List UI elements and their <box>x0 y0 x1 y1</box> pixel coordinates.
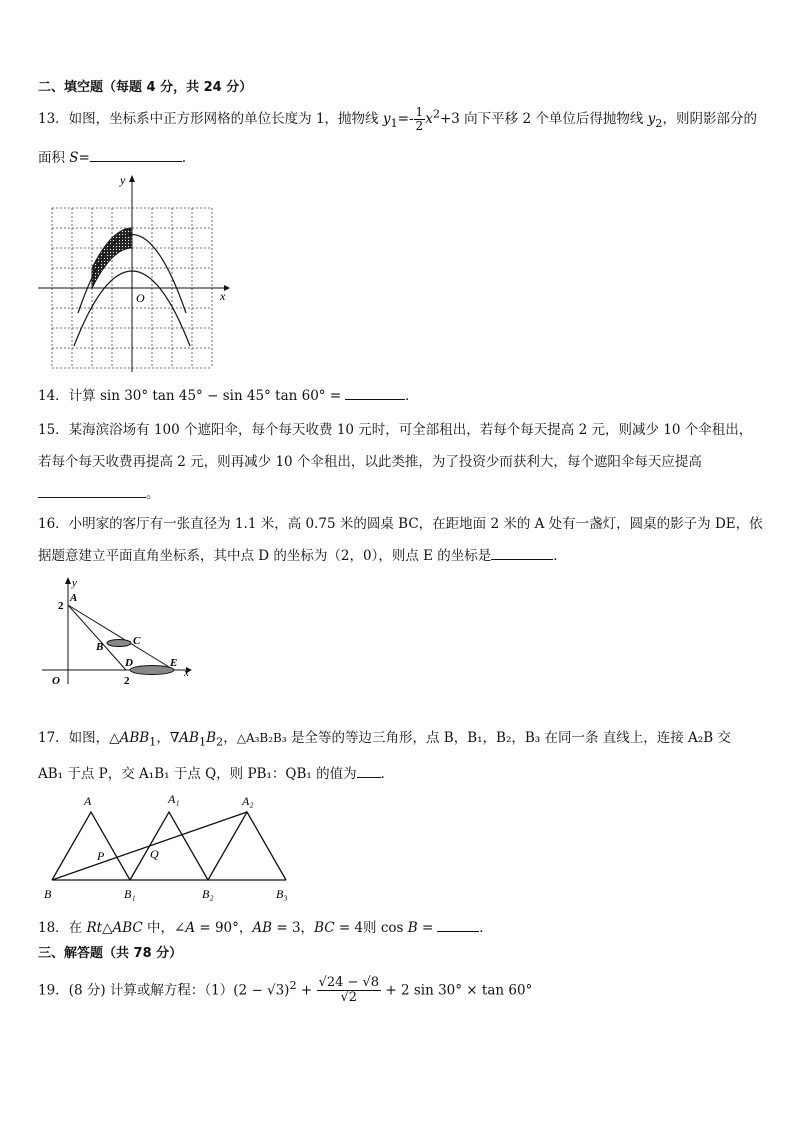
fig-y-label: y <box>72 577 77 589</box>
q17-triangle-2-sub-2: 2 <box>216 735 224 749</box>
q18-answer-blank <box>437 931 479 932</box>
q13-text-a: 13．如图，坐标系中正方形网格的单位长度为 1，抛物线 <box>38 111 383 128</box>
q13-area-label: 面积 <box>38 150 70 166</box>
q18-eq-1: = 90°， <box>195 920 253 936</box>
label-B2: B₂ <box>202 887 214 901</box>
q13-y1: y <box>382 111 391 128</box>
q17-triangle-3: △A₃B₂B₃ <box>236 731 287 745</box>
fig-origin-label: O <box>52 675 60 687</box>
label-A: A <box>70 592 78 604</box>
q17-triangle-2-sub-1: 1 <box>198 735 207 749</box>
q13-S: S <box>69 150 79 166</box>
q18-eq-4: = <box>417 920 434 936</box>
fig-x-two: 2 <box>124 675 130 687</box>
question-13-line-2 <box>38 146 195 166</box>
label-D: D <box>125 657 133 669</box>
q13-eq-sup: 2 <box>432 107 440 121</box>
question-17-line-2 <box>38 762 394 782</box>
q13-end: ． <box>181 150 196 166</box>
q14-text: 14．计算 sin 30° tan 45° − sin 45° tan 60° = <box>38 388 342 404</box>
fig-x-label: x <box>184 667 189 679</box>
q13-eq-a: =- <box>397 111 414 128</box>
q17-intro: 17．如图， <box>38 730 110 746</box>
q13-parabola-figure <box>34 170 234 374</box>
fig-origin-label: O <box>136 291 145 305</box>
q17-text-line-2: AB₁ 于点 P，交 A₁B₁ 于点 Q，则 PB₁：QB₁ 的值为 <box>38 766 357 782</box>
question-15-line-1: 15．某海滨浴场有 100 个遮阳伞，每个每天收费 10 元时，可全部租出，若每个每天提高 2 元，则减少 10 个伞租出， <box>38 422 753 438</box>
q18-intro: 18．在 <box>38 920 87 936</box>
question-13-line-1 <box>38 106 757 133</box>
question-19 <box>38 976 532 1006</box>
q16-answer-blank <box>491 559 553 560</box>
y-axis-arrow <box>129 175 135 182</box>
q17-triangle-2: ∇AB <box>169 730 199 746</box>
triangle-A1B1B2 <box>130 812 208 880</box>
label-B1: B₁ <box>124 887 136 901</box>
q17-answer-blank <box>357 777 381 778</box>
q13-frac-den: 2 <box>415 119 424 134</box>
q13-y2: y <box>647 111 656 128</box>
table-top-BC <box>107 640 131 647</box>
q18-triangle-symbol: △ <box>102 920 113 936</box>
q14-answer-blank <box>345 399 405 400</box>
fig-y-label: y <box>120 173 126 187</box>
question-14 <box>38 384 419 404</box>
section-title-fill-in: 二、填空题（每题 4 分，共 24 分） <box>38 80 253 95</box>
q18-eq-3: = 4则 cos <box>334 920 408 936</box>
q18-rt: Rt <box>86 920 103 936</box>
q19-plus: + <box>296 982 317 999</box>
q19-fraction <box>317 976 382 1006</box>
question-16-line-2 <box>38 544 567 564</box>
q19-frac-den: √2 <box>340 990 358 1006</box>
q13-answer-blank <box>90 161 182 162</box>
q18-abc: ABC <box>112 920 143 936</box>
q13-y1-sub: 1 <box>390 116 398 130</box>
q13-fraction <box>414 106 426 133</box>
q18-eq-2: = 3， <box>272 920 315 936</box>
q19-label: 19．(8 分) 计算或解方程：（1） <box>38 982 234 999</box>
q18-mid: 中，∠ <box>142 920 186 936</box>
q13-eq-x: x <box>425 111 433 128</box>
q19-term-1: (2 − √3) <box>233 982 290 999</box>
q18-A: A <box>185 920 196 936</box>
question-17-line-1 <box>38 726 731 749</box>
fig-x-label: x <box>220 289 226 303</box>
question-18 <box>38 916 493 936</box>
q16-text: 据题意建立平面直角坐标系，其中点 D 的坐标为（2，0），则点 E 的坐标是 <box>38 548 492 564</box>
question-15-line-2: 若每个每天收费再提高 2 元，则再减少 10 个伞租出，以此类推，为了投资少而获利大，每个遮阳伞每天应提高 <box>38 454 702 470</box>
q17-end: ． <box>380 766 395 782</box>
q17-triangle-1-sub: 1 <box>149 735 157 749</box>
q15-answer-blank <box>38 497 146 498</box>
q13-eq-c: +3 向下平移 2 个单位后得抛物线 <box>439 111 648 128</box>
label-C: C <box>133 635 141 647</box>
q17-triangle-1: △ABB <box>109 730 150 746</box>
ray-AE <box>68 605 174 670</box>
ray-AD <box>68 605 126 670</box>
section-title-solve: 三、解答题（共 78 分） <box>38 946 183 961</box>
label-A: A <box>84 794 92 808</box>
fig-y-two: 2 <box>58 600 64 612</box>
y-axis-arrow <box>65 577 71 584</box>
label-E: E <box>170 657 178 669</box>
label-P: P <box>97 849 105 863</box>
q19-term-1-sup: 2 <box>289 978 297 992</box>
q18-end: ． <box>479 920 493 936</box>
triangle-ABB1 <box>52 812 130 880</box>
q18-B: B <box>407 920 418 936</box>
label-Q: Q <box>150 847 159 861</box>
label-B: B <box>96 641 104 653</box>
segment-A2B <box>52 812 247 880</box>
q19-tail: + 2 sin 30° × tan 60° <box>381 982 533 999</box>
q14-end: ． <box>405 388 419 404</box>
question-16-line-1: 16．小明家的客厅有一张直径为 1.1 米，高 0.75 米的圆桌 BC，在距地面 2 米的 A 处有一盏灯，圆桌的影子为 DE，依 <box>38 516 763 532</box>
q16-lamp-shadow-figure <box>38 572 198 692</box>
q17-triangle-2-mid: B <box>206 730 217 746</box>
q13-equals: = <box>78 150 90 166</box>
q18-AB: AB <box>252 920 273 936</box>
label-B3: B₃ <box>276 887 288 901</box>
q13-y2-sub: 2 <box>655 116 663 130</box>
label-B: B <box>44 887 52 901</box>
q17-sep-2: ， <box>223 730 237 746</box>
q13-text-b: ，则阴影部分的 <box>662 111 757 128</box>
shadow-DE <box>130 666 174 675</box>
label-A2: A₂ <box>242 794 254 808</box>
label-A1: A₁ <box>168 792 180 806</box>
question-15-line-3 <box>38 482 160 502</box>
q17-sep-1: ， <box>156 730 170 746</box>
q15-end: 。 <box>146 486 160 502</box>
q17-equilateral-triangles-figure <box>36 788 306 904</box>
q17-text-b: 是全等的等边三角形，点 B，B₁，B₂，B₃ 在同一条 直线上，连接 A₂B 交 <box>286 730 731 746</box>
q16-end: ． <box>553 548 567 564</box>
q19-frac-num: √24 − √8 <box>318 975 380 990</box>
q13-frac-num: 1 <box>415 105 424 119</box>
q18-BC: BC <box>314 920 335 936</box>
